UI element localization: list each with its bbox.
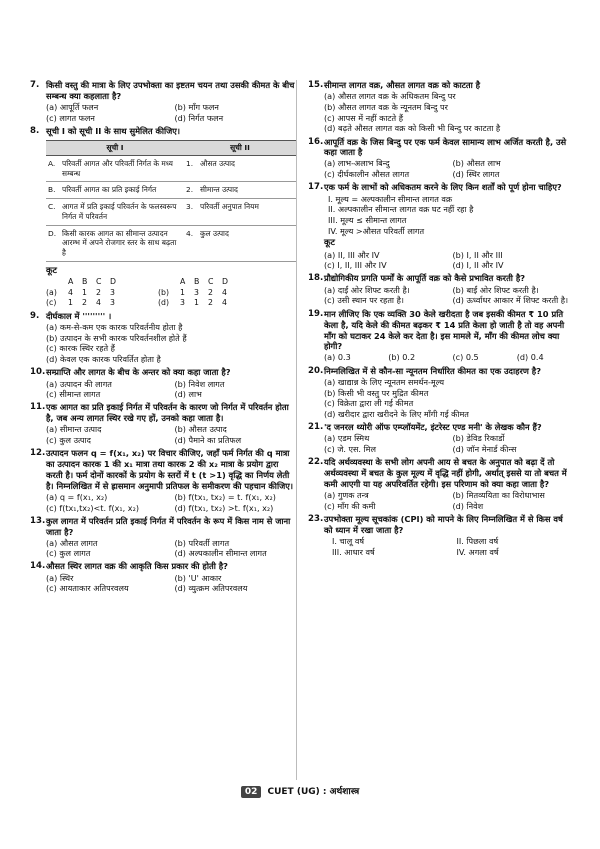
code-value: 1 [82,287,87,297]
question-text: सम्प्राप्ति और लागत के बीच के अन्तर को क्या कहा जाता है? [46,367,231,378]
option: (a) स्थिर [46,572,74,583]
row-key: 4. [184,225,198,261]
question-text: सीमान्त लागत वक्र, औसत लागत वक्र को काटता है [324,80,481,90]
question-22 [308,457,573,511]
code-row [46,288,296,298]
list-2-header: सूची II [184,141,296,156]
question-number: 9. [30,310,40,321]
code-heading: कूट [324,238,335,249]
code-value: 3 [110,297,115,307]
question-9 [30,311,295,365]
question-14 [30,561,295,594]
code-grid [46,277,296,308]
option: (b) औसत लाभ [452,158,501,169]
question-18 [308,273,573,306]
code-header: C [96,277,102,287]
left-column [30,80,295,597]
option: (b) डेविड रिकार्डो [452,433,505,444]
option: (b) औसत लागत वक्र के न्यूनतम बिन्दु पर [324,102,448,113]
statement: I. मूल्य = अल्पकालीन सीमान्त लागत वक्र [328,193,453,204]
option: (d) लाभ [174,389,202,400]
option: (b) f(tx₁, tx₂) = t. f(x₁, x₂) [174,491,276,502]
option: (c) f(tx₁,tx₂)<t. f(x₁, x₂) [46,502,139,513]
question-text: प्रौद्योगिकीय प्रगति फर्मों के आपूर्ति वक्र को कैसे प्रभावित करती है? [324,273,526,284]
table-row [46,199,296,226]
table-row [46,182,296,199]
question-number: 15. [308,80,324,90]
option: (c) उसी स्थान पर रहता है। [324,295,404,306]
code-value: 1 [194,297,199,307]
row-key: D. [46,225,60,261]
table-row [46,225,296,261]
option: (c) कुल लागत [46,548,91,559]
question-number: 20. [308,365,324,376]
code-value: 3 [110,287,115,297]
option: (d) केवल एक कारक परिवर्तित होता है [46,354,161,364]
question-number: 11. [30,402,46,413]
code-value: 4 [68,287,73,297]
option: (b) 0.2 [388,352,416,363]
code-header: D [222,277,229,287]
code-value: 1 [68,297,73,307]
question-text: मान लीजिए कि एक व्यक्ति 30 केले खरीदता है जब इसकी कीमत ₹ 10 प्रति केला है, यदि केले की कीमत बढ़कर ₹ 14 प्रति केला हो जाती है तो वह अपनी माँग को घटाकर 24 केले कर देता है। इस मामले में, माँग की कीमत लोच क्या होगी? [324,308,565,352]
option: (c) विक्रेता द्वारा ली गई कीमत [324,398,414,409]
question-text: आपूर्ति वक्र के जिस बिन्दु पर एक फर्म केवल सामान्य लाभ अर्जित करती है, उसे कहा जाता है [324,136,567,158]
option: (a) आपूर्ति फलन [46,101,99,112]
option: (a) खाद्यान्न के लिए न्यूनतम समर्थन-मूल्य [324,376,445,387]
option: IV. अगला वर्ष [456,546,499,557]
option: (c) दीर्घकालीन औसत लागत [324,169,410,180]
footer-title: CUET (UG) : अर्थशास्त्र [267,787,360,797]
code-header: A [68,277,74,287]
question-text: एक फर्म के लाभों को अधिकतम करने के लिए किन शर्तों को पूर्ण होना चाहिए? [324,182,562,193]
statement: III. मूल्य ≤ सीमान्त लागत [328,214,407,225]
question-number: 22. [308,457,324,468]
code-value: 2 [96,287,101,297]
option: (c) सीमान्त लागत [46,389,101,400]
option: (a) औसत लागत [46,537,98,548]
option: (a) सीमान्त उत्पाद [46,424,102,435]
row-item: परिवर्ती अनुपात नियम [198,199,296,226]
option: (c) जे. एस. मिल [324,444,377,455]
option: (c) माँग की कमी [324,500,376,511]
code-value: 2 [208,287,213,297]
question-number: 14. [30,561,46,572]
question-number: 23. [308,513,324,524]
option: (b) मितव्ययिता का विरोधाभास [452,490,545,501]
option: (a) दाईं ओर शिफ्ट करती है। [324,284,410,295]
option: (c) लागत फलन [46,112,95,123]
option: (d) I, II और IV [452,260,504,271]
question-text: उत्पादन फलन q = f(x₁, x₂) पर विचार कीजिए, जहाँ फर्म निर्गत की q मात्रा का उत्पादन कारक 1 की x₁ मात्रा तथा कारक 2 की x₂ मात्रा के प्रयोग द्वारा करती है। फर्म दोनों कारकों के प्रयोग के स्तरों में t (t >1) वृद्धि का निर्णय लेती है। निम्नलिखित में से ह्रासमान अनुमापी प्रतिफल के समीकरण की पहचान कीजिए। [46,448,293,491]
code-label: (a) [46,287,57,297]
question-number: 21. [308,422,324,433]
question-number: 8. [30,125,40,136]
option: (a) उत्पादन की लागत [46,378,112,389]
code-label: (c) [46,297,57,307]
statement: II. अल्पकालीन सीमान्त लागत वक्र घट नहीं रहा है [328,204,474,215]
option: (d) ऊर्ध्वाधर आकार में शिफ्ट करती है। [452,295,569,306]
question-number: 16. [308,136,324,147]
code-row [46,298,296,308]
code-header: B [82,277,88,287]
question-text: औसत स्थिर लागत वक्र की आकृति किस प्रकार की होती है? [46,561,228,572]
option: III. आधार वर्ष [332,546,375,557]
option: (d) बढ़ते औसत लागत वक्र को किसी भी बिन्दु पर काटता है [324,123,501,134]
code-header: B [194,277,200,287]
option: (c) कारक स्थिर रहते हैं [46,343,115,354]
column-divider [296,80,297,780]
option: (b) माँग फलन [174,101,219,112]
code-label: (b) [158,287,170,297]
right-column [308,80,573,560]
question-number: 10. [30,367,46,378]
question-number: 12. [30,448,46,459]
option: (d) अल्पकालीन सीमान्त लागत [174,548,267,559]
option: (a) औसत लागत वक्र के अधिकतम बिन्दु पर [324,91,456,102]
option: (d) निवेश [452,500,484,511]
question-number: 18. [308,273,324,284]
question-text: किसी वस्तु की मात्रा के लिए उपभोक्ता का इष्टतम चयन तथा उसकी कीमत के बीच सम्बन्ध क्या कहलाता है? [46,80,295,101]
row-item: सीमान्त उत्पाद [198,182,296,199]
row-item: औसत उत्पाद [198,155,296,182]
question-8 [30,126,295,308]
row-key: 3. [184,199,198,226]
page-footer [0,787,600,799]
code-header: C [208,277,214,287]
question-text: उपभोक्ता मूल्य सूचकांक (CPI) को मापने के लिए निम्नलिखित में से किस वर्ष को ध्यान में रखा जाता है? [324,513,563,535]
option: (d) पैमाने का प्रतिफल [174,434,242,445]
option: (c) 0.5 [452,352,479,363]
question-19 [308,309,573,363]
code-value: 4 [222,297,227,307]
question-number: 7. [30,80,40,90]
question-number: 19. [308,308,324,319]
code-value: 2 [82,297,87,307]
row-key: B. [46,182,60,199]
option: (b) 'U' आकार [174,572,222,583]
code-header: A [180,277,186,287]
question-number: 17. [308,182,324,193]
question-12 [30,448,295,513]
question-number: 13. [30,515,46,526]
option: (c) आपस में नहीं काटते हैं [324,112,403,123]
list-1-header: सूची I [46,141,184,156]
option: (a) एडम स्मिथ [324,433,370,444]
statement: IV. मूल्य >औसत परिवर्ती लागत [328,225,425,236]
question-10 [30,367,295,400]
option: (b) किसी भी वस्तु पर मुद्रित कीमत [324,387,429,398]
code-value: 1 [180,287,185,297]
option: (b) उत्पादन के सभी कारक परिवर्तनशील होते हैं [46,332,187,343]
question-text: सूची I को सूची II के साथ सुमेलित कीजिए। [46,125,181,136]
question-16 [308,137,573,180]
option: I. चालू वर्ष [332,535,365,546]
question-21 [308,422,573,455]
option: (d) जॉन मेनार्ड कीन्स [452,444,517,455]
question-text: कुल लागत में परिवर्तन प्रति इकाई निर्गत में परिवर्तन के रूप में किस नाम से जाना जाता है? [46,515,291,537]
question-15 [308,80,573,134]
option: (a) 0.3 [324,352,351,363]
question-text: निम्नलिखित में से कौन-सा न्यूनतम निर्धारित कीमत का एक उदाहरण है? [324,365,542,376]
code-value: 2 [208,297,213,307]
code-value: 3 [180,297,185,307]
question-11 [30,402,295,445]
question-13 [30,516,295,559]
question-20 [308,366,573,420]
code-heading: कूट [46,265,57,276]
code-header: D [110,277,117,287]
option: (c) आयताकार अतिपरवलय [46,583,129,594]
code-label: (d) [158,297,170,307]
row-item: किसी कारक आगत का सीमान्त उत्पादन आरम्भ में अपने रोजगार स्तर के साथ बढ़ता है [60,225,184,261]
page-number: 02 [241,786,262,798]
option: (b) निवेश लागत [174,378,225,389]
match-table [46,140,296,262]
question-7 [30,80,295,123]
option: (b) बाईं ओर शिफ्ट करती है। [452,284,539,295]
option: II. पिछला वर्ष [456,535,499,546]
question-text: यदि अर्थव्यवस्था के सभी लोग अपनी आय से बचत के अनुपात को बढ़ा दें तो अर्थव्यवस्था में बचत के कुल मूल्य में वृद्धि नहीं होगी, अर्थात् इससे या तो बचत में कमी आएगी या यह अपरिवर्तित रहेगी। इस परिणाम को क्या कहा जाता है? [324,457,567,490]
row-item: परिवर्ती आगत और परिवर्ती निर्गत के मध्य सम्बन्ध [60,155,184,182]
code-value: 3 [194,287,199,297]
option: (a) लाभ-अलाभ बिन्दु [324,158,390,169]
question-23 [308,514,573,557]
question-text: 'द जनरल थ्योरी ऑफ एम्प्लॉयमेंट, इंटरेस्ट एण्ड मनी' के लेखक कौन हैं? [324,422,542,433]
code-value: 4 [96,297,101,307]
row-item: आगत में प्रति इकाई परिवर्तन के फलस्वरूप निर्गत में परिवर्तन [60,199,184,226]
option: (d) 0.4 [516,352,544,363]
table-row [46,155,296,182]
option: (b) I, II और III [452,249,503,260]
option: (d) f(tx₁, tx₂) >t. f(x₁, x₂) [174,502,274,513]
option: (a) II, III और IV [324,249,380,260]
row-key: A. [46,155,60,182]
option: (d) निर्गत फलन [174,112,224,123]
row-item: कुल उत्पाद [198,225,296,261]
option: (b) परिवर्ती लागत [174,537,230,548]
option: (b) औसत उत्पाद [174,424,227,435]
option: (a) q = f(x₁, x₂) [46,491,108,502]
question-text: दीर्घकाल में ''''''''' । [46,310,112,321]
option: (c) कुल उत्पाद [46,434,91,445]
row-key: 1. [184,155,198,182]
option: (a) गुणक तन्त्र [324,490,369,501]
code-value: 4 [222,287,227,297]
option: (d) स्थिर लागत [452,169,500,180]
question-text: एक आगत का प्रति इकाई निर्गत में परिवर्तन के कारण जो निर्गत में परिवर्तन होता है, जब अन्य लागत स्थिर रखे गए हों, उनको कहा जाता है। [46,402,289,424]
option: (d) व्युत्क्रम अतिपरवलय [174,583,248,594]
option: (c) I, II, III और IV [324,260,387,271]
question-17 [308,182,573,271]
row-key: 2. [184,182,198,199]
option: (d) खरीदार द्वारा खरीदने के लिए माँगी गई कीमत [324,408,469,419]
option: (a) कम-से-कम एक कारक परिवर्तनीय होता है [46,321,183,332]
row-item: परिवर्ती आगत का प्रति इकाई निर्गत [60,182,184,199]
row-key: C. [46,199,60,226]
